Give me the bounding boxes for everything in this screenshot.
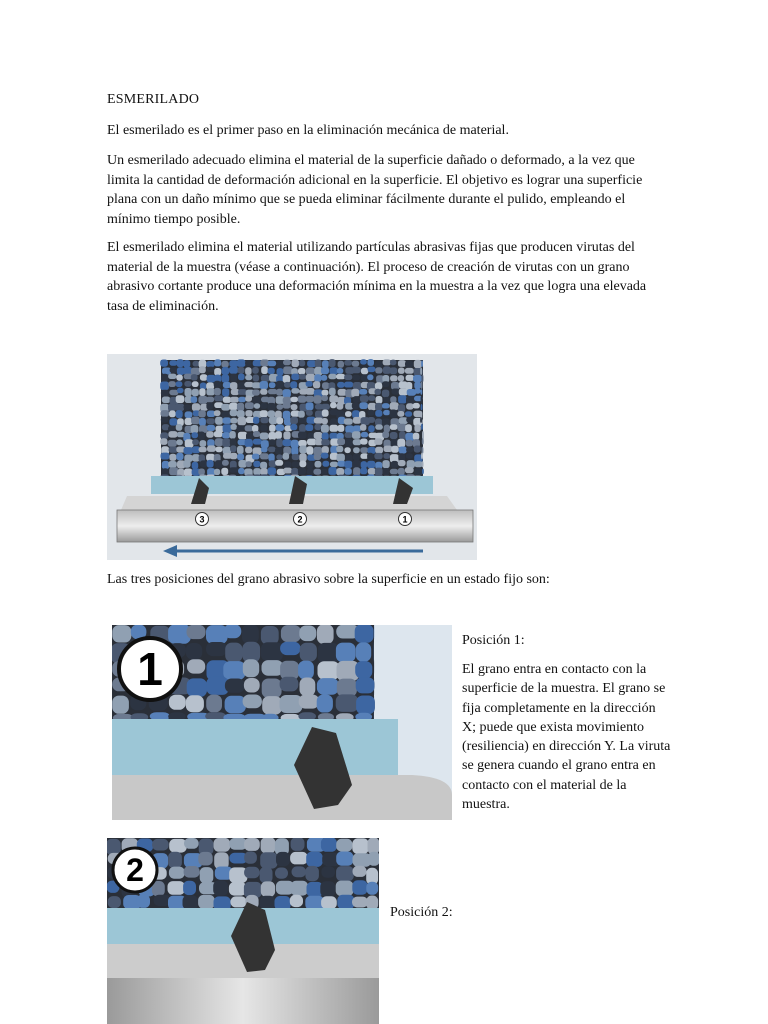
marker-3-label: 3 [199, 514, 205, 525]
position-1-title: Posición 1: [462, 633, 525, 648]
position-1-figure [112, 625, 452, 820]
position-number-badge [119, 638, 181, 700]
position-number: 1 [137, 643, 163, 695]
marker-2-label: 2 [297, 514, 303, 525]
grinding-disc [107, 978, 379, 1024]
marker-1-label: 1 [402, 514, 408, 525]
position-2-figure [107, 838, 379, 1024]
marker-3 [196, 513, 209, 526]
marker-2 [294, 513, 307, 526]
figure-caption: Las tres posiciones del grano abrasivo sobre la superficie en un estado fijo son: [107, 572, 550, 587]
position-number: 2 [126, 852, 144, 888]
paragraph-objective: Un esmerilado adecuado elimina el material de la superficie dañado o deformado, a la vez que limita la cantidad de deformación adicional en la superficie. El objetivo es lograr una superficie plana con un daño mínimo que se pueda eliminar fácilmente durante el pulido, empleando el mínimo tiempo posible. [107, 153, 643, 227]
sample-surface [112, 719, 398, 775]
position-2-title: Posición 2: [390, 905, 453, 920]
grinding-overview-figure [107, 354, 477, 560]
heading: ESMERILADO [107, 92, 200, 107]
position-number-badge [113, 848, 157, 892]
disc-surface [112, 775, 452, 820]
marker-1 [399, 513, 412, 526]
paragraph-process: El esmerilado elimina el material utilizando partículas abrasivas fijas que producen virutas del material de la muestra (véase a continuación). El proceso de creación de virutas con un grano abrasivo cortante produce una deformación mínima en la muestra a la vez que logra una elevada tasa de eliminación. [107, 240, 647, 314]
sample-microstructure [160, 359, 424, 479]
paragraph-intro: El esmerilado es el primer paso en la eliminación mecánica de material. [107, 123, 509, 138]
position-1-description: El grano entra en contacto con la superficie de la muestra. El grano se fija completamente en la dirección X; puede que exista movimiento (resiliencia) en dirección Y. La viruta se genera cuando el grano entra en contacto con el material de la muestra. [462, 662, 671, 813]
